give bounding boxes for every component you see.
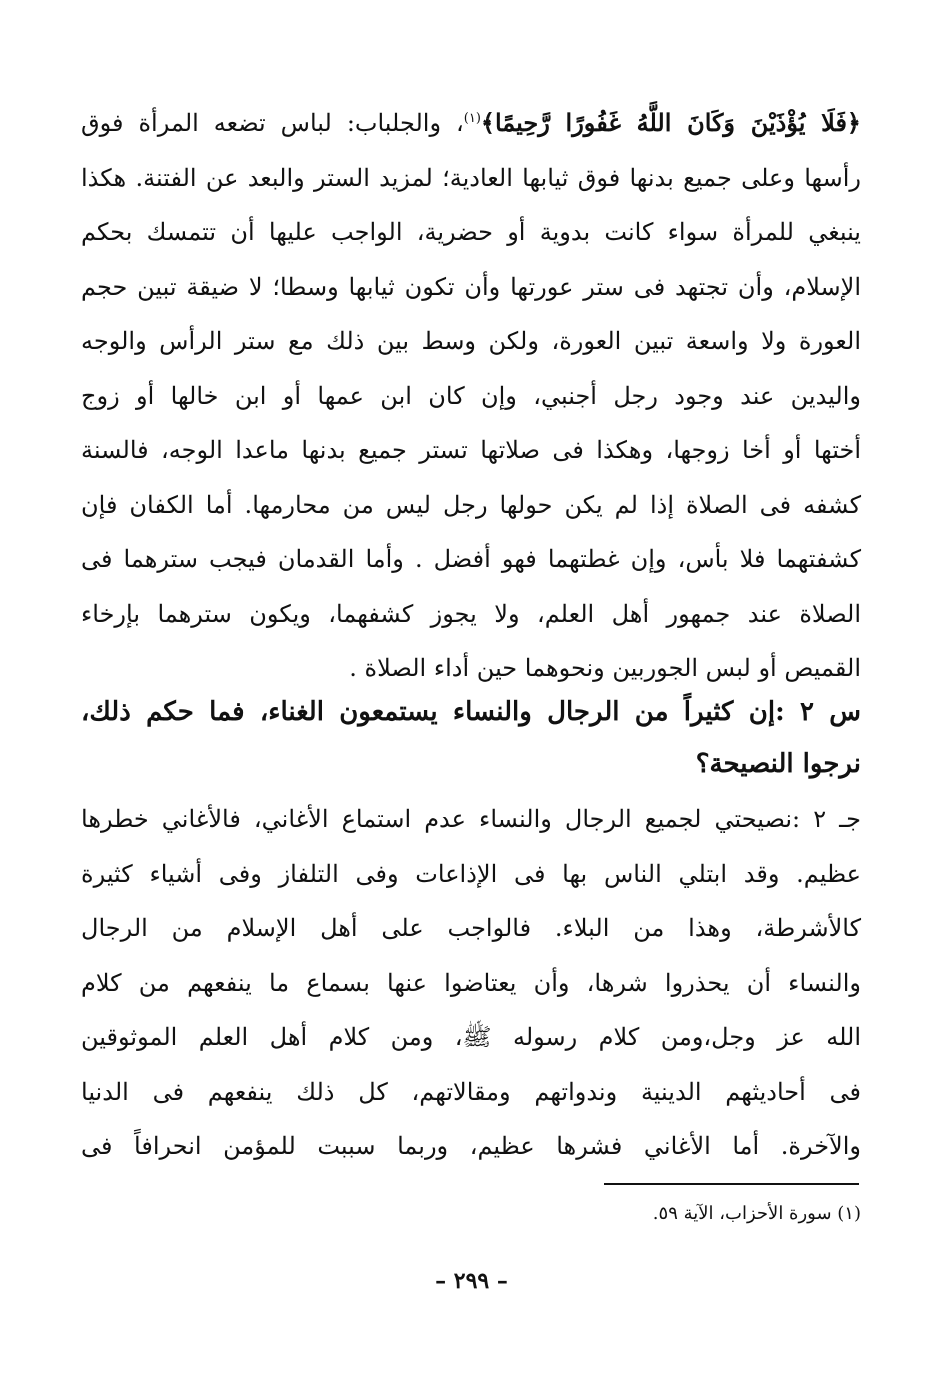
- paragraph-line: الصلاة عند جمهور أهل العلم، ولا يجوز كشفهما، ويكون سترهما بإرخاء: [81, 599, 861, 628]
- question-2: [81, 686, 861, 790]
- answer-line: والنساء أن يحذروا شرها، وأن يعتاضوا عنها بسماع ما ينفعهم من كلام: [81, 968, 861, 997]
- paragraph-line: القميص أو لبس الجوربين ونحوهما حين أداء الصلاة .: [349, 654, 861, 682]
- paragraph-line: كشفه فى الصلاة إذا لم يكن حولها رجل ليس من محارمها. أما الكفان فإن: [81, 490, 861, 519]
- answer-line: والآخرة. أما الأغاني فشرها عظيم، وربما سببت للمؤمن انحرافاً فى: [81, 1132, 861, 1160]
- question-line: نرجوا النصيحة؟: [695, 749, 861, 779]
- answer-line: جـ ٢ :نصيحتي لجميع الرجال والنساء عدم استماع الأغاني، فالأغاني خطرها: [81, 805, 862, 833]
- paragraph-line: أختها أو أخا زوجها، وهكذا فى صلاتها تستر جميع بدنها ماعدا الوجه، فالسنة: [81, 436, 861, 464]
- paragraph-hijab: [81, 92, 861, 696]
- answer-2: [81, 792, 861, 1174]
- answer-line: الله عز وجل،ومن كلام رسوله ﷺ، ومن كلام أهل العلم الموثوقين: [81, 1023, 861, 1051]
- paragraph-line: واليدين عند وجود رجل أجنبي، وإن كان ابن عمها أو ابن خالها أو زوج: [81, 381, 861, 410]
- footnote-divider: [604, 1183, 859, 1185]
- quran-verse: ﴿فَلَا يُؤْذَيْنَ وَكَانَ اللَّهُ غَفُورًا رَّحِيمًا﴾: [480, 108, 861, 137]
- footnote: (١) سورة الأحزاب، الآية ٥٩.: [652, 1203, 861, 1224]
- paragraph-line: ينبغي للمرأة سواء كانت بدوية أو حضرية، الواجب عليها أن تتمسك بحكم: [81, 218, 861, 246]
- answer-line: عظيم. وقد ابتلي الناس بها فى الإذاعات وفى التلفاز وفى أشياء كثيرة: [81, 859, 861, 888]
- footnote-marker: (١): [463, 111, 481, 126]
- question-line: س ٢ :إن كثيراً من الرجال والنساء يستمعون الغناء، فما حكم ذلك،: [81, 697, 861, 727]
- answer-line: فى أحاديثهم الدينية وندواتهم ومقالاتهم، كل ذلك ينفعهم فى الدنيا: [81, 1077, 861, 1106]
- paragraph-line-text: ، والجلباب: لباس تضعه المرأة فوق: [81, 109, 464, 137]
- page-number: – ٢٩٩ –: [435, 1268, 508, 1294]
- paragraph-line: [81, 92, 861, 151]
- paragraph-line: الإسلام، وأن تجتهد فى ستر عورتها وأن تكون ثيابها وسطا؛ لا ضيقة تبين حجم: [81, 272, 861, 301]
- paragraph-line: العورة ولا واسعة تبين العورة، ولكن وسط بين ذلك مع ستر الرأس والوجه: [81, 327, 861, 355]
- answer-line: كالأشرطة، وهذا من البلاء. فالواجب على أهل الإسلام من الرجال: [81, 914, 861, 942]
- paragraph-line: كشفتهما فلا بأس، وإن غطتهما فهو أفضل . وأما القدمان فيجب سترهما فى: [81, 545, 861, 573]
- paragraph-line: رأسها وعلى جميع بدنها فوق ثيابها العادية؛ لمزيد الستر والبعد عن الفتنة. هكذا: [81, 163, 861, 192]
